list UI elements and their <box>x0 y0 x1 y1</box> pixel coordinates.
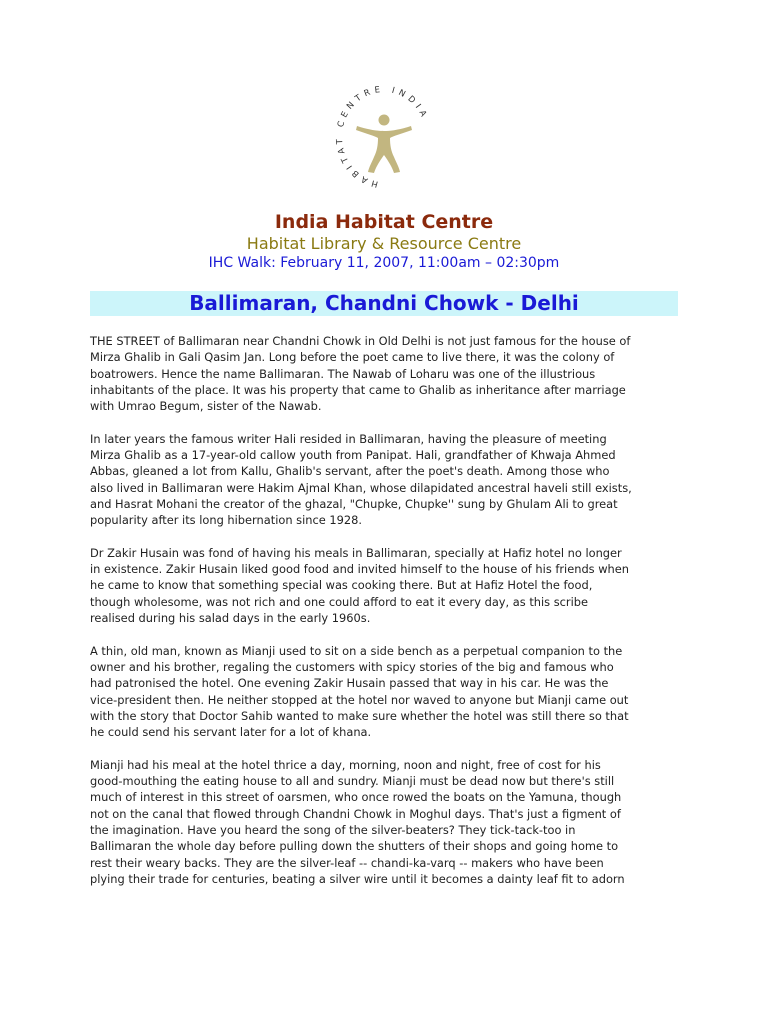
text-line: much of interest in this street of oarsmen, who once rowed the boats on the Yamuna, though <box>90 790 622 805</box>
text-line: he came to know that something special was cooking there. But at Hafiz Hotel the food, <box>90 578 593 593</box>
text-line: Mirza Ghalib as a 17-year-old callow youth from Panipat. Hali, grandfather of Khwaja Ahmed <box>90 448 616 463</box>
text-line: with Umrao Begum, sister of the Nawab. <box>90 399 322 414</box>
article-body <box>90 333 682 903</box>
article-title: Ballimaran, Chandni Chowk - Delhi <box>189 291 579 315</box>
text-line: he could send his servant later for a lot of khana. <box>90 725 372 740</box>
text-line: owner and his brother, regaling the customers with spicy stories of the big and famous who <box>90 659 614 674</box>
text-line: vice-president then. He neither stopped at the hotel nor waved to anyone but Mianji came out <box>90 692 629 707</box>
logo-ring-textpath: HABITAT CENTRE INDIA <box>334 84 430 189</box>
text-line: Mianji had his meal at the hotel thrice a day, morning, noon and night, free of cost for his <box>90 757 601 772</box>
title-banner <box>90 291 678 316</box>
text-line: boatrowers. Hence the name Ballimaran. The Nawab of Loharu was one of the illustrious <box>90 366 596 381</box>
text-line: inhabitants of the place. It was his property that came to Ghalib as inheritance after marriage <box>90 382 626 397</box>
article-paragraph <box>90 757 682 887</box>
article-paragraph <box>90 333 682 414</box>
library-title: Habitat Library & Resource Centre <box>246 234 522 253</box>
logo-figure-icon <box>356 115 412 174</box>
text-line: A thin, old man, known as Mianji used to sit on a side bench as a perpetual companion to the <box>90 643 623 658</box>
text-line: not on the canal that flowed through Chandni Chowk in Moghul days. That's just a figment of <box>90 806 621 821</box>
text-line: Abbas, gleaned a lot from Kallu, Ghalib's servant, after the poet's death. Among those who <box>90 464 610 479</box>
text-line: in existence. Zakir Husain liked good food and invited himself to the house of his friends when <box>90 562 630 577</box>
text-line: had patronised the hotel. One evening Zakir Husain passed that way in his car. He was the <box>90 676 609 691</box>
article-paragraph <box>90 545 682 626</box>
text-line: Ballimaran the whole day before pulling down the shutters of their shops and going home to <box>90 839 619 854</box>
article-paragraph <box>90 643 682 741</box>
text-line: with the story that Doctor Sahib wanted to make sure whether the hotel was still there so that <box>90 708 629 723</box>
logo-figure-body <box>356 126 412 173</box>
text-line: popularity after its long hibernation since 1928. <box>90 513 362 528</box>
page-header <box>0 210 768 272</box>
text-line: rest their weary backs. They are the silver-leaf -- chandi-ka-varq -- makers who have been <box>90 855 604 870</box>
text-line: also lived in Ballimaran were Hakim Ajmal Khan, whose dilapidated ancestral haveli still exists, <box>90 480 632 495</box>
text-line: Mirza Ghalib in Gali Qasim Jan. Long before the poet came to live there, it was the colony of <box>90 350 615 365</box>
text-line: THE STREET of Ballimaran near Chandni Chowk in Old Delhi is not just famous for the house of <box>90 334 631 348</box>
text-line: though wholesome, was not rich and one could afford to eat it every day, as this scribe <box>90 594 589 609</box>
text-line: good-mouthing the eating house to all and sundry. Mianji must be dead now but there's still <box>90 774 615 789</box>
organization-title: India Habitat Centre <box>274 211 494 233</box>
text-line: and Hasrat Mohani the creator of the ghazal, "Chupke, Chupke'' sung by Ghulam Ali to great <box>90 496 618 511</box>
text-line: plying their trade for centuries, beating a silver wire until it becomes a dainty leaf fit to adorn <box>90 871 625 886</box>
logo-figure-head <box>379 115 390 126</box>
text-line: realised during his salad days in the early 1960s. <box>90 611 371 626</box>
logo-emblem-icon <box>333 79 435 199</box>
text-line: the imagination. Have you heard the song of the silver-beaters? They tick-tack-too in <box>90 822 576 837</box>
habitat-centre-logo <box>333 79 435 199</box>
walk-date-line: IHC Walk: February 11, 2007, 11:00am – 02:30pm <box>208 255 560 271</box>
text-line: In later years the famous writer Hali resided in Ballimaran, having the pleasure of meeting <box>90 431 607 446</box>
text-line: Dr Zakir Husain was fond of having his meals in Ballimaran, specially at Hafiz hotel no longer <box>90 545 622 560</box>
article-paragraph <box>90 431 682 529</box>
